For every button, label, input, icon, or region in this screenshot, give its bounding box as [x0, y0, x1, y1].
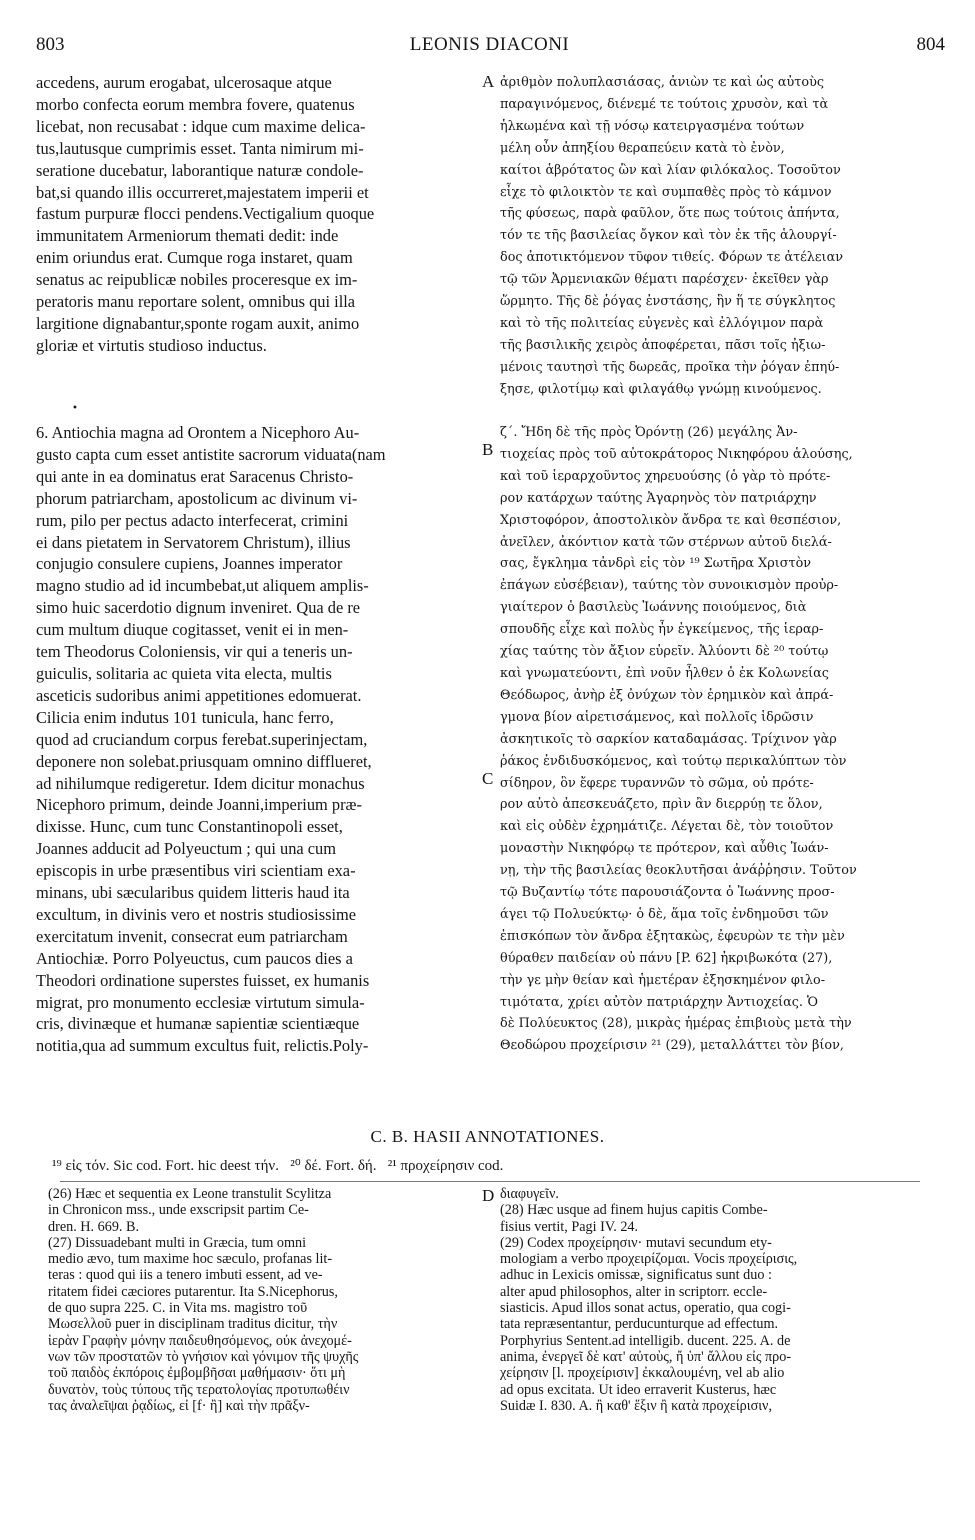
page-header [30, 34, 949, 62]
latin-text-section-5: accedens, aurum erogabat, ulcerosaque atque morbo confecta eorum membra fovere, quatenus licebat, non recusabat : idque cum maxime delica- tus,lautusque cumprimis esset. Tanta nimirum mi- seratione ducebatur, laborantique naturæ condole- bat,si quando illis occurreret,majestatem imperii et fastum purpuræ flocci pendens.Vectigalium quoque immunitatem Armeniorum themati dedit: inde enim oriundus erat. Cumque roga instaret, quam senatus ac reipublicæ nobiles proceresque ex im- peratoris manu reportare solent, omnibus qui illa largitione dignabantur,sponte rogam auxit, animo gloriæ et virtutis studioso inductus. [36, 73, 375, 355]
critical-apparatus: ¹⁹ εἰς τόν. Sic cod. Fort. hic deest τήν. ²⁰ δέ. Fort. δή. ²¹ προχείρησιν cod. [52, 1158, 504, 1174]
latin-text-section-6: 6. Antiochia magna ad Orontem a Nicephoro Au- gusto capta cum esset antistite sacrorum viduata(nam qui ante in ea dominatus erat Saracenus Christo- phorum patriarcham, apostolicum ac divinum vi- rum, pilo per pectus adacto interfecerat, crimini ei dans pietatem in Servatorem Christum), illius conjugio consulere cupiens, Joannes imperator magno studio ad id incumbebat,ut aliquem amplis- simo huic sacerdotio dignum inveniret. Qua de re cum multum diuque cogitasset, venit ei in men- tem Theodorus Coloniensis, vir qui a teneris un- guiculis, solitaria ac quieta vita electa, multis asceticis sudoribus animi appetitiones edomuerat. Cilicia enim indutus 101 tunicula, hanc ferro, quod ad cruciandum corpus ferebat.superinjectam, deponere non solebat.priusquam omnino difflueret, ad nihilumque redigeretur. Idem dicitur monachus Nicephoro primum, deinde Joanni,imperium præ- dixisse. Hunc, cum tunc Constantinopoli esset, Joannes adducit ad Polyeuctum ; qui una cum episcopis in urbe præsentibus viri scientiam exa- minans, ubi sæcularibus quidem litteris haud ita excultum, in divinis vero et nostris studiosissime exercitatum invenit, consecrat eum patriarcham Antiochiæ. Porro Polyeuctus, cum paucos dies a Theodori ordinatione superstes fuisset, ex humanis migrat, pro monumento ecclesiæ virtutum simula- cris, divinæque et humanæ sapientiæ scientiæque notitia,qua ad summum excultus fuit, relictis.Poly- [36, 423, 386, 1056]
margin-letter-b: B [482, 440, 494, 459]
divider [60, 1181, 920, 1182]
greek-text-section-5: ἀριθμὸν πολυπλασιάσας, ἀνιὼν τε καὶ ὡς αὐτοὺς παραγινόμενος, διένεμέ τε τούτοις χρυσὸν, καὶ τὰ ἡλκωμένα καὶ τῇ νόσῳ κατειργασμένα τούτων μέλη οὖν ἀπηξίου θεραπεύειν κατὰ τὸ ἐνὸν, καίτοι ἁβρότατος ὢν καὶ λίαν φιλόκαλος. Τοσοῦτον εἶχε τὸ φιλοικτὸν τε καὶ συμπαθὲς πρὸς τὸ κάμνον τῆς φύσεως, παρὰ φαῦλον, ὅτε πως τούτοις ἀπήντα, τόν τε τῆς βασιλείας ὄγκον καὶ τὸν ἐκ τῆς ἁλουργί- δος ἀποτικτόμενον τῦφον τιθείς. Φόρων τε ἀτέλειαν τῷ τῶν Ἀρμενιακῶν θέματι παρέσχεν· ἐκεῖθεν γὰρ ὥρμητο. Τῆς δὲ ῥόγας ἐνστάσης, ἣν ἥ τε σύγκλητος καὶ τὸ τῆς πολιτείας εὐγενὲς καὶ ἐλλόγιμον παρὰ τῆς βασιλικῆς χειρὸς ἀποφέρεται, πᾶσι τοῖς ἠξιω- μένοις ταυτησὶ τῆς δωρεᾶς, προῖκα τὴν ῥόγαν ἐπηύ- ξησε, φιλοτίμῳ καὶ φιλαγάθῳ γνώμῃ κινούμενος. [500, 75, 843, 397]
margin-letter-d: D [482, 1186, 495, 1205]
running-title: LEONIS DIACONI [409, 34, 570, 55]
margin-letter-c: C [482, 769, 494, 788]
annotations-left-column: (26) Hæc et sequentia ex Leone transtulit Scylitza in Chronicon mss., unde exscripsit partim Ce- dren. H. 669. B. (27) Dissuadebant multi in Græcia, tum omni medio ævo, tum maxime hoc sæculo, profanas lit- teras : quod qui iis a tenero imbuti essent, ad ve- ritatem fidei cæciores putarentur. Ita S.Nicephorus, de quo supra 225. C. in Vita ms. magistro τοῦ Μωσελλοῦ puer in disciplinam traditus dicitur, τὴν ἱερὰν Γραφὴν μόνην παιδευθησόμενος, οὐκ ἀνεχομέ- νων τῶν προστατῶν τὸ γνήσιον καὶ γόνιμον τῆς ψυχῆς τοῦ παιδὸς ἐκπόροις ἐμβομβῆσαι μαθήμασιν· ὅτι μὴ δυνατὸν, τοὺς τύπους τῆς τερατολογίας προτυπωθέιν τας ἀναλεῖψαι ῥᾳδίως, εἰ [f· ἢ] καὶ τὴν πρᾶξν- [48, 1186, 359, 1414]
annotations-right-column: διαφυγεῖν. (28) Hæc usque ad finem hujus capitis Combe- fisius vertit, Pagi IV. 24. (29) Codex προχείρησιν· mutavi secundum ety- mologiam a verbo προχειρίζομαι. Vocis προχείρισις, adhuc in Lexicis omissæ, significatus sunt duo : alter apud philosophos, alter in scriptorr. eccle- siasticis. Apud illos sonat actus, operatio, qua cogi- tata repræsentantur, perducunturque ad effectum. Porphyrius Sentent.ad intelligib. ducent. 225. A. de anima, ἐνεργεῖ δὲ κατ' αὐτοὺς, ἤ ὑπ' ἄλλου εἰς προ- χείρησιν [l. προχείρισιν] ἐκκαλουμένη, vel ab alio ad opus excitata. Ut ideo erraverit Kusterus, hæc Suidæ I. 830. A. ἢ καθ' ἕξιν ἢ κατὰ προχείρισιν, [500, 1186, 798, 1414]
ornament-dot: • [72, 403, 78, 414]
margin-letter-a: A [482, 72, 495, 91]
page-number-right: 804 [916, 34, 945, 55]
greek-text-section-6: ζ΄. Ἤδη δὲ τῆς πρὸς Ὀρόντῃ (26) μεγάλης Ἀν- τιοχείας πρὸς τοῦ αὐτοκράτορος Νικηφόρου ἁλούσης, καὶ τοῦ ἱεραρχοῦντος χηρευούσης (ὁ γὰρ τὸ πρότε- ρον κατάρχων ταύτης Ἀγαρηνὸς τὸν πατριάρχην Χριστοφόρον, ἀποστολικὸν ἄνδρα τε καὶ θεσπέσιον, ἀνεῖλεν, ἀκόντιον κατὰ τῶν στέρνων αὐτοῦ διελά- σας, ἔγκλημα τἀνδρὶ εἰς τὸν ¹⁹ Σωτῆρα Χριστὸν ἐπάγων εὐσέβειαν), ταύτης τὸν συνοικισμὸν προὐρ- γιαίτερον ὁ βασιλεὺς Ἰωάννης ποιούμενος, διὰ σπουδῆς εἶχε καὶ πολὺς ἦν ἐγκείμενος, τῆς ἱεραρ- χίας ταύτης τὸν ἄξιον εὑρεῖν. Ἀλύοντι δὲ ²⁰ τούτῳ καὶ γνωματεύοντι, ἐπὶ νοῦν ἦλθεν ὁ ἐκ Κολωνείας Θεόδωρος, ἀνὴρ ἐξ ὀνύχων τὸν ἐρημικὸν καὶ ἀπρά- γμονα βίον αἱρετισάμενος, καὶ πολλοῖς ἱδρῶσιν ἀσκητικοῖς τὸ σαρκίον καταδαμάσας. Τρίχινον γὰρ ῥάκος ἐνδιδυσκόμενος, καὶ τούτῳ περικαλύπτων τὸν σίδηρον, ὃν ἔφερε τυραννῶν τὸ σῶμα, οὐ πρότε- ρον αὐτὸ ἀπεσκευάζετο, πρὶν ἂν διερρύῃ τε ὅλον, καὶ εἰς οὐδὲν ἐχρημάτιζε. Λέγεται δὲ, τὸν τοιοῦτον μοναστὴν Νικηφόρῳ τε πρότερον, καὶ αὖθις Ἰωάν- νῃ, τὴν τῆς βασιλείας θεοκλυτῆσαι ἀνάῤῥησιν. Τοῦτον τῷ Βυζαντίῳ τότε παρουσιάζοντα ὁ Ἰωάννης προσ- άγει τῷ Πολυεύκτῳ· ὁ δὲ, ἅμα τοῖς ἐνδημοῦσι τῶν ἐπισκόπων τὸν ἄνδρα ἐξητακὼς, ἐφευρὼν τε τὴν μὲν θύραθεν παιδείαν οὐ πάνυ [P. 62] ἠκριβωκότα (27), τὴν γε μὴν θείαν καὶ ἡμετέραν ἐξησκημένον φιλο- τιμότατα, χρίει αὐτὸν πατριάρχην Ἀντιοχείας. Ὁ δὲ Πολύευκτος (28), μικρὰς ἡμέρας ἐπιβιοὺς μετὰ τὴν Θεοδώρου προχείρισιν ²¹ (29), μεταλλάττει τὸν βίον, [500, 425, 857, 1054]
annotations-heading: C. B. HASII ANNOTATIONES. [370, 1127, 605, 1146]
page-number-left: 803 [36, 34, 65, 55]
